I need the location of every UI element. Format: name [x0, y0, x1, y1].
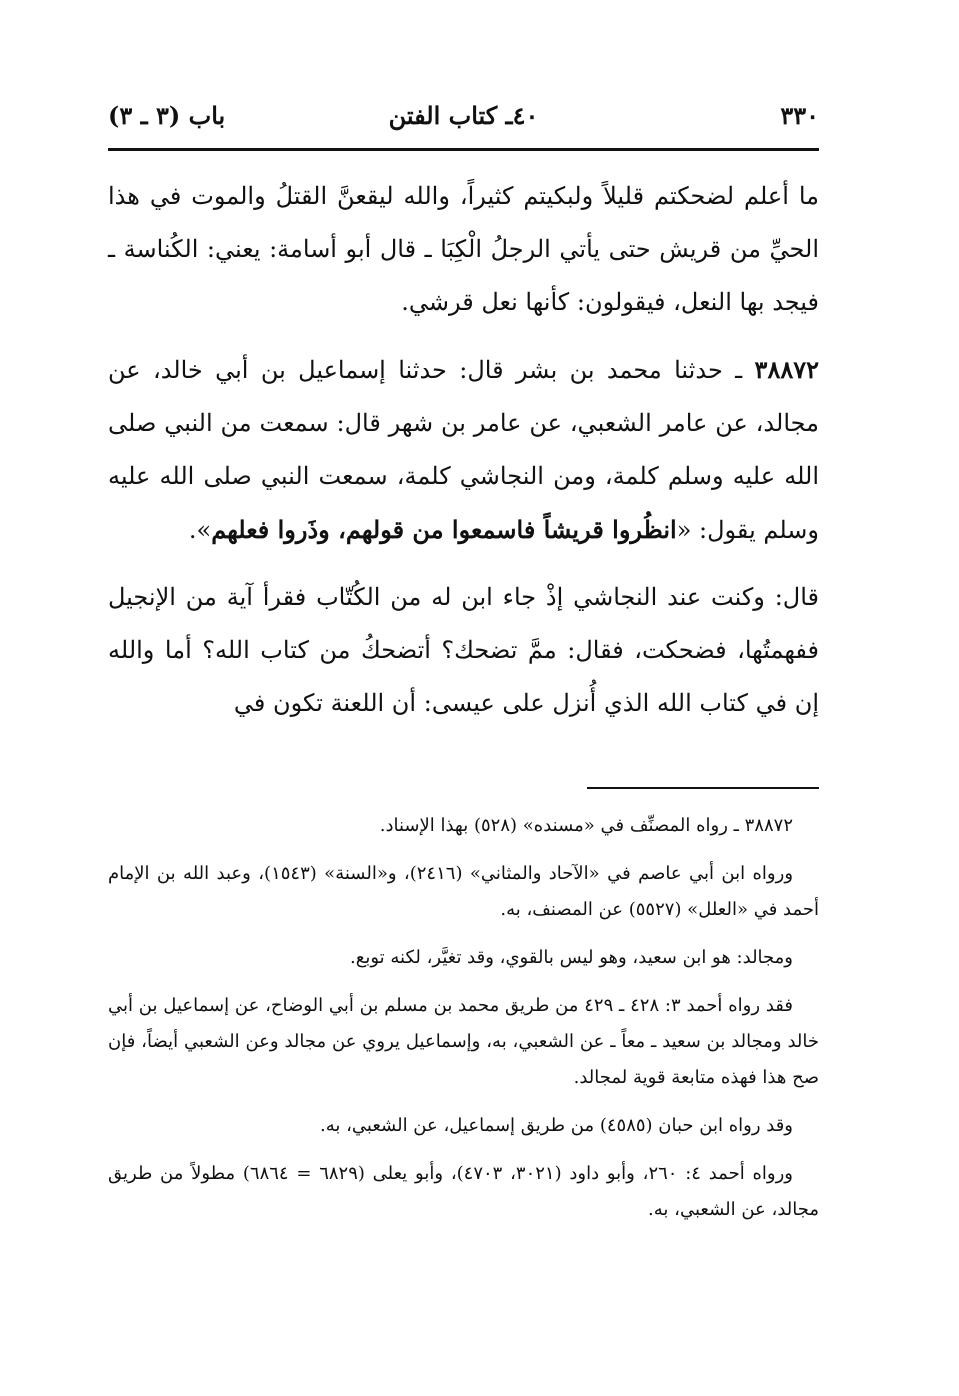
hadith-quote: انظُروا قريشاً فاسمعوا من قولهم، وذَروا فعلهم — [211, 515, 677, 544]
paragraph-1: ما أعلم لضحكتم قليلاً ولبكيتم كثيراً، والله ليقعنَّ القتلُ والموت في هذا الحيِّ من قريش حتى يأتي الرجلُ الْكِبَا ـ قال أبو أسامة: يعني: الكُناسة ـ فيجد بها النعل، فيقولون: كأنها نعل قرشي. — [108, 182, 819, 316]
book-title: ٤٠ـ كتاب الفتن — [388, 101, 539, 130]
footnote-3: ومجالد: هو ابن سعيد، وهو ليس بالقوي، وقد تغيَّر، لكنه توبع. — [350, 947, 793, 968]
page-header — [108, 96, 819, 144]
paragraph-2 — [108, 343, 819, 557]
footnote-1-text: ـ رواه المصنِّف في «مسنده» (٥٢٨) بهذا الإسناد. — [379, 815, 745, 836]
hadith-quote-end: ». — [188, 516, 212, 544]
chapter-label: باب (٣ ـ ٣) — [108, 101, 226, 130]
paragraph-3: قال: وكنت عند النجاشي إذْ جاء ابن له من الكُتّاب فقرأ آية من الإنجيل ففهمتُها، فضحكت، فقال: ممَّ تضحك؟ أتضحكُ من كتاب الله؟ أما والله إن في كتاب الله الذي أُنزل على عيسى: أن اللعنة تكون في — [108, 583, 819, 717]
footnote-number: ٣٨٨٧٢ — [744, 815, 793, 836]
hadith-text: ـ حدثنا محمد بن بشر قال: حدثنا إسماعيل بن أبي خالد، عن مجالد، عن عامر الشعبي، عن عامر بن شهر قال: سمعت من النبي صلى الله عليه وسلم كلمة، ومن النجاشي كلمة، سمعت النبي صلى الله عليه وسلم يقول: « — [108, 356, 819, 544]
footnote-1 — [108, 808, 819, 844]
page-number: ٣٣٠ — [780, 101, 819, 130]
footnote-4: فقد رواه أحمد ٣: ٤٢٨ ـ ٤٢٩ من طريق محمد بن مسلم بن أبي الوضاح، عن إسماعيل بن أبي خالد ومجالد بن سعيد ـ معاً ـ عن الشعبي، به، وإسماعيل يروي عن مجالد وعن الشعبي أيضاً، فإن صح هذا فهذه متابعة قوية لمجالد. — [108, 995, 819, 1088]
footnote-rule — [587, 787, 819, 789]
footnote-5: وقد رواه ابن حبان (٤٥٨٥) من طريق إسماعيل، عن الشعبي، به. — [320, 1115, 793, 1136]
hadith-number: ٣٨٨٧٢ — [754, 355, 819, 384]
footnote-2: ورواه ابن أبي عاصم في «الآحاد والمثاني» (٢٤١٦)، و«السنة» (١٥٤٣)، وعبد الله بن الإمام أحمد في «العلل» (٥٥٢٧) عن المصنف، به. — [108, 863, 819, 920]
footnote-6: ورواه أحمد ٤: ٢٦٠، وأبو داود (٣٠٢١، ٤٧٠٣)، وأبو يعلى (٦٨٢٩ = ٦٨٦٤) مطولاً من طريق مجالد، عن الشعبي، به. — [108, 1163, 819, 1220]
footnotes — [108, 808, 819, 1240]
header-rule — [108, 148, 819, 151]
main-text — [108, 170, 819, 744]
